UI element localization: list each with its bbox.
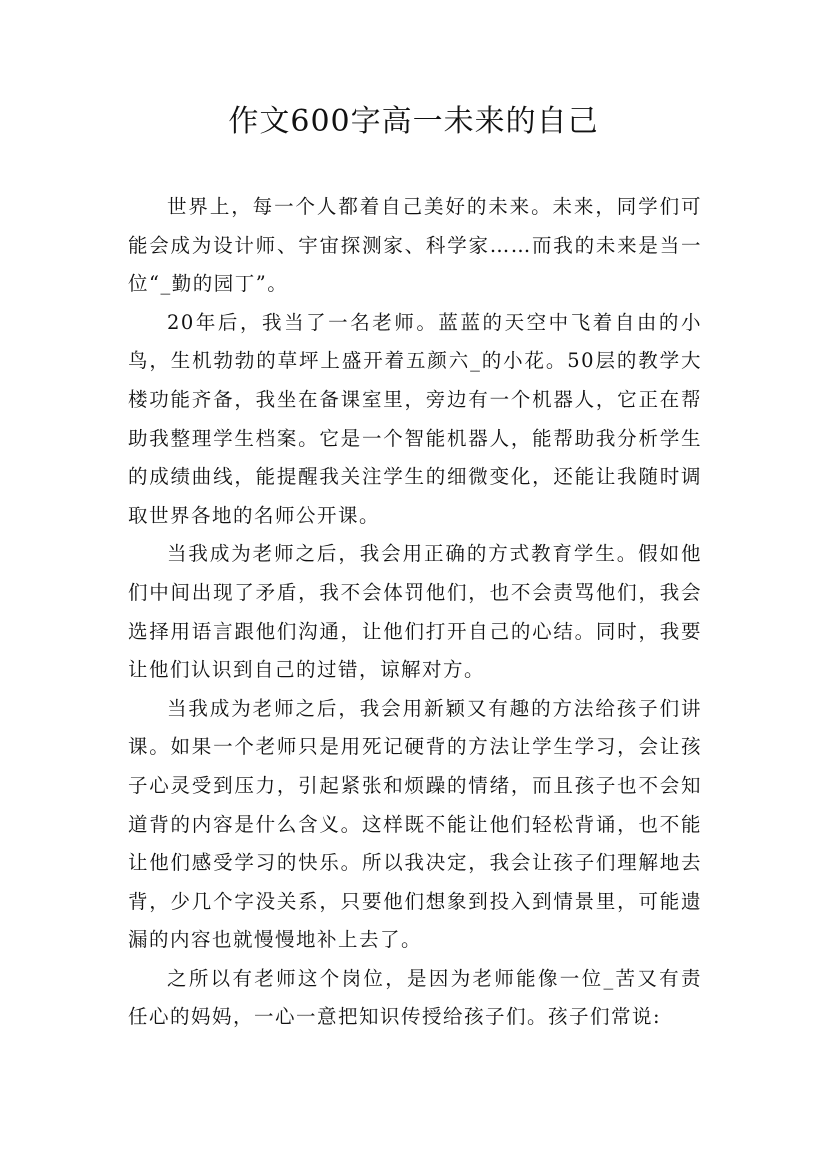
- paragraph: 世界上，每一个人都着自己美好的未来。未来，同学们可能会成为设计师、宇宙探测家、科学家……而我的未来是当一位“_勤的园丁”。: [128, 195, 702, 296]
- paragraph: 20年后，我当了一名老师。蓝蓝的天空中飞着自由的小鸟，生机勃勃的草坪上盛开着五颜六_的小花。50层的教学大楼功能齐备，我坐在备课室里，旁边有一个机器人，它正在帮助我整理学生档案。它是一个智能机器人，能帮助我分析学生的成绩曲线，能提醒我关注学生的细微变化，还能让我随时调取世界各地的名师公开课。: [128, 310, 702, 527]
- document-body: [128, 188, 702, 1037]
- document-title: 作文600字高一未来的自己: [228, 104, 599, 139]
- paragraph: 当我成为老师之后，我会用新颖又有趣的方法给孩子们讲课。如果一个老师只是用死记硬背的方法让学生学习，会让孩子心灵受到压力，引起紧张和烦躁的情绪，而且孩子也不会知道背的内容是什么含义。这样既不能让他们轻松背诵，也不能让他们感受学习的快乐。所以我决定，我会让孩子们理解地去背，少几个字没关系，只要他们想象到投入到情景里，可能遗漏的内容也就慢慢地补上去了。: [128, 696, 702, 952]
- paragraph: 之所以有老师这个岗位，是因为老师能像一位_苦又有责任心的妈妈，一心一意把知识传授给孩子们。孩子们常说:: [128, 966, 702, 1029]
- paragraph: 当我成为老师之后，我会用正确的方式教育学生。假如他们中间出现了矛盾，我不会体罚他们，也不会责骂他们，我会选择用语言跟他们沟通，让他们打开自己的心结。同时，我要让他们认识到自己的过错，谅解对方。: [128, 542, 702, 682]
